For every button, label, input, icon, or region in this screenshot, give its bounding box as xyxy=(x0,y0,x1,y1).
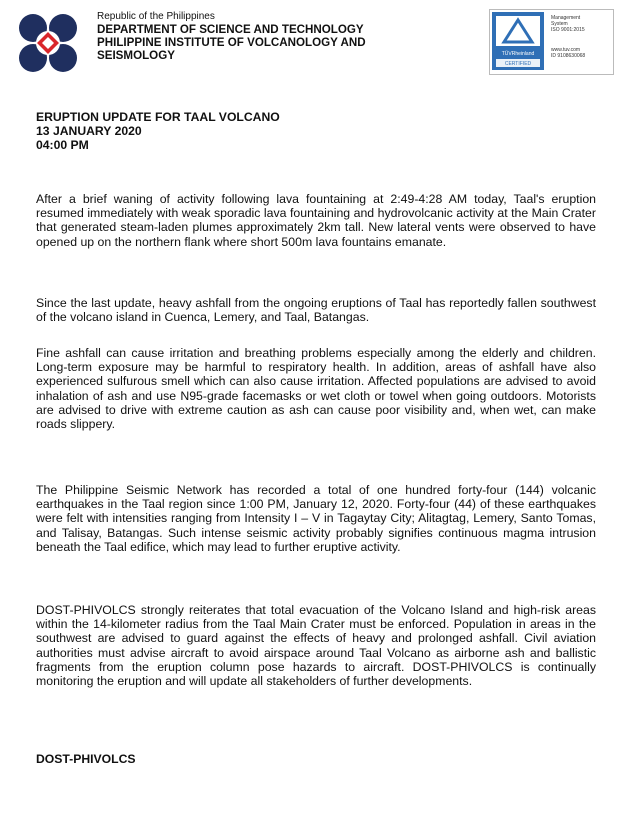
institute-name-line1: PHILIPPINE INSTITUTE OF VOLCANOLOGY AND xyxy=(97,36,366,49)
paragraph-activity: After a brief waning of activity following lava fountaining at 2:49-4:28 AM today, Taal's eruption resumed immediately with weak sporadic lava fountaining and hydrovolcanic activity at the Main Crater that generated steam-laden plumes approximately 2km tall. New lateral vents were observed to have opened up on the northern flank where short 500m lava fountains emanate. xyxy=(36,192,596,249)
paragraph-advisory: DOST-PHIVOLCS strongly reiterates that total evacuation of the Volcano Island and high-risk areas within the 14-kilometer radius from the Taal Main Crater must be enforced. Population in areas in the southwest are advised to guard against the effects of heavy and prolonged ashfall. Civil aviation authorities must advise aircraft to avoid airspace around Taal Volcano as airborne ash and ballistic fragments from the eruption column pose hazards to aircraft. DOST-PHIVOLCS is continually monitoring the eruption and will update all stakeholders of further developments. xyxy=(36,603,596,689)
certification-text xyxy=(551,15,609,59)
phivolcs-logo-icon xyxy=(17,12,79,74)
agency-name-block xyxy=(97,10,477,62)
institute-name-line2: SEISMOLOGY xyxy=(97,49,175,62)
tuv-brand: TÜVRheinland xyxy=(501,51,535,57)
bulletin-title-block xyxy=(36,110,436,152)
cert-url: www.tuv.com xyxy=(551,47,581,53)
paragraph-ashfall-location: Since the last update, heavy ashfall from the ongoing eruptions of Taal has reportedly fallen southwest of the volcano island in Cuenca, Lemery, and Taal, Batangas. xyxy=(36,296,596,325)
paragraph-seismic: The Philippine Seismic Network has recorded a total of one hundred forty-four (144) volcanic earthquakes in the Taal region since 1:00 PM, January 12, 2020. Forty-four (44) of these earthquakes were felt with intensities ranging from Intensity I – V in Tagaytay City; Alitagtag, Lemery, Santo Tomas, and Talisay, Batangas. Such intense seismic activity probably signifies continuous magma intrusion beneath the Taal edifice, which may lead to further eruptive activity. xyxy=(36,483,596,554)
signoff: DOST-PHIVOLCS xyxy=(36,752,136,766)
cert-id: ID 9108630068 xyxy=(551,53,586,59)
bulletin-date: 13 JANUARY 2020 xyxy=(36,124,142,138)
tuv-rheinland-certified-icon xyxy=(492,12,544,70)
paragraph-ashfall-health: Fine ashfall can cause irritation and breathing problems especially among the elderly and children. Long-term exposure may be harmful to respiratory health. In addition, areas of ashfall have also experienced sulfurous smell which can also cause irritation. Affected populations are advised to avoid inhalation of ash and use N95-grade facemasks or wet cloth or towel when going outdoors. Motorists are advised to drive with extreme caution as ash can cause poor visibility and, when wet, can make roads slippery. xyxy=(36,346,596,432)
republic-label: Republic of the Philippines xyxy=(97,11,215,22)
cert-line-1: Management xyxy=(551,15,581,21)
certified-label: CERTIFIED xyxy=(504,61,532,67)
letterhead xyxy=(0,0,633,90)
cert-line-3: ISO 9001:2015 xyxy=(551,27,585,33)
bulletin-time: 04:00 PM xyxy=(36,138,89,152)
certification-badge xyxy=(489,9,614,75)
department-name: DEPARTMENT OF SCIENCE AND TECHNOLOGY xyxy=(97,23,364,36)
cert-line-2: System xyxy=(551,21,568,27)
bulletin-title: ERUPTION UPDATE FOR TAAL VOLCANO xyxy=(36,110,280,124)
